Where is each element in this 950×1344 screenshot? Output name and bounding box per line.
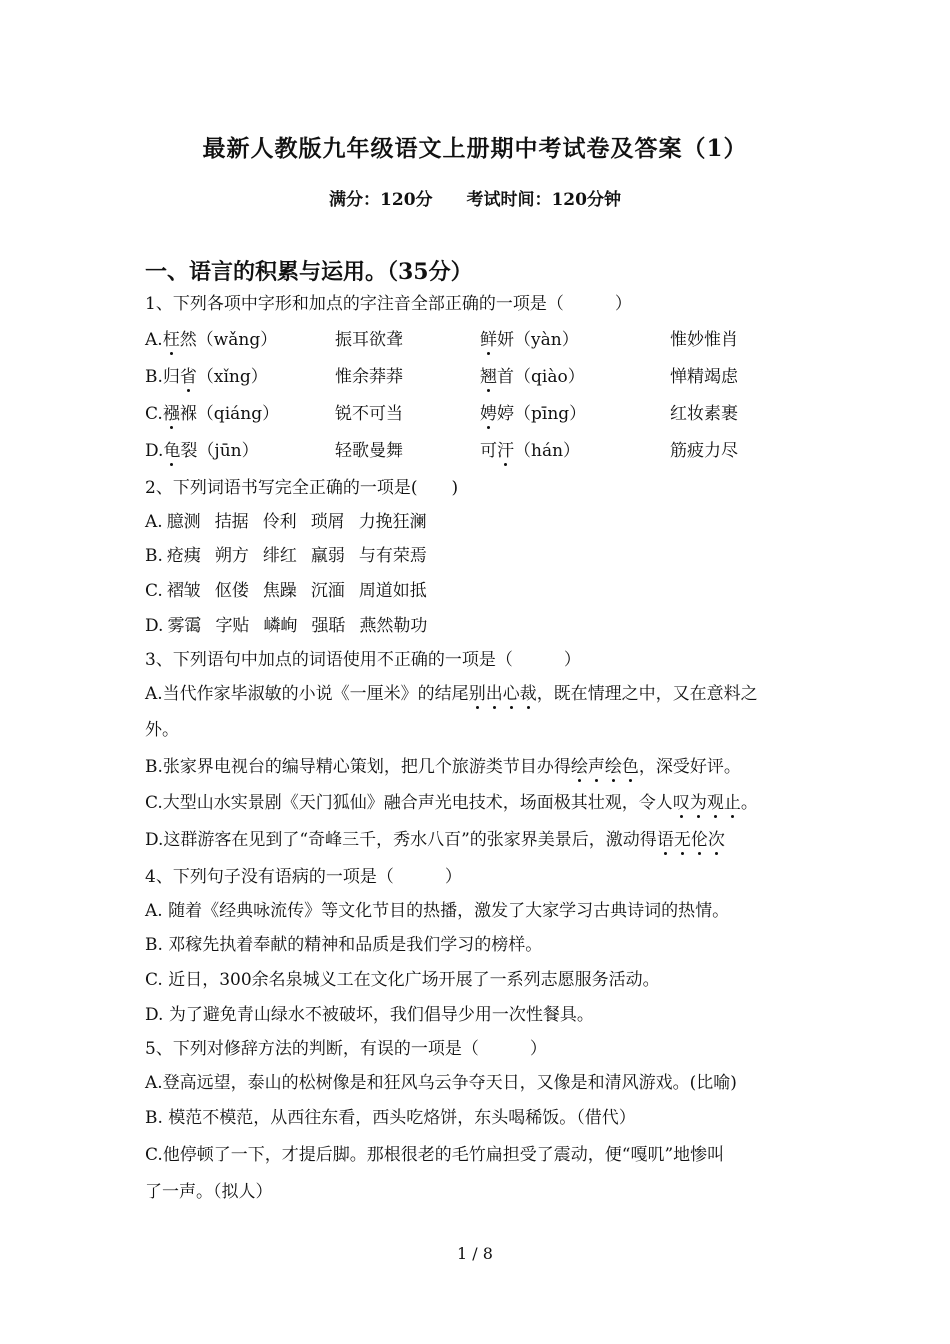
q5-stem: 5、下列对修辞方法的判断，有误的一项是（ ） xyxy=(145,1039,547,1059)
q2-option-d: D. 雾霭 字贴 嶙峋 强聒 燕然勒功 xyxy=(145,616,428,636)
q3-option-a: A.当代作家毕淑敏的小说《一厘米》的结尾别出心裁，既在情理之中，又在意料之 xyxy=(145,684,758,704)
q3-b-dotted xyxy=(571,757,639,777)
q2-option-b: B. 疮痍 朔方 绯红 羸弱 与有荣焉 xyxy=(145,546,427,566)
full-score: 满分：120分 xyxy=(329,190,433,210)
q4-option-c: C. 近日，300余名泉城义工在文化广场开展了一系列志愿服务活动。 xyxy=(145,970,660,990)
page-title: 最新人教版九年级语文上册期中考试卷及答案（1） xyxy=(202,135,748,162)
q4-option-b: B. 邓稼先执着奉献的精神和品质是我们学习的榜样。 xyxy=(145,935,543,955)
dotted-char: 绘 xyxy=(604,757,622,777)
q3-option-d: D.这群游客在见到了“奇峰三千，秀水八百”的张家界美景后，激动得语无伦次 xyxy=(145,830,725,850)
dotted-char: 色 xyxy=(621,757,639,777)
q5-option-c-cont: 了一声。（拟人） xyxy=(145,1182,273,1202)
exam-info xyxy=(0,185,950,210)
q1-stem: 1、下列各项中字形和加点的字注音全部正确的一项是（ ） xyxy=(145,294,632,314)
section-heading: 一、语言的积累与运用。（35分） xyxy=(145,259,473,285)
dotted-char: 观 xyxy=(706,793,724,813)
q3-d-dotted xyxy=(657,830,725,850)
dotted-char: 声 xyxy=(587,757,605,777)
q4-option-d: D. 为了避免青山绿水不被破坏，我们倡导少用一次性餐具。 xyxy=(145,1005,594,1025)
q5-option-b: B. 模范不模范，从西往东看，西头吃烙饼，东头喝稀饭。（借代） xyxy=(145,1108,636,1128)
q2-stem: 2、下列词语书写完全正确的一项是( ) xyxy=(145,478,459,498)
dotted-char: 止 xyxy=(723,793,741,813)
dotted-char: 语 xyxy=(656,830,674,850)
dotted-char: 出 xyxy=(485,684,503,704)
dotted-char: 次 xyxy=(707,830,725,850)
dotted-char: 心 xyxy=(502,684,520,704)
q3-stem: 3、下列语句中加点的词语使用不正确的一项是（ ） xyxy=(145,650,581,670)
exam-time: 考试时间：120分钟 xyxy=(466,190,621,210)
q3-option-b: B.张家界电视台的编导精心策划，把几个旅游类节目办得绘声绘色，深受好评。 xyxy=(145,757,741,777)
q2-option-c: C. 褶皱 伛偻 焦躁 沉湎 周道如抵 xyxy=(145,581,427,601)
q1-option-a: A.枉然（wǎng） 振耳欲聋 鲜妍（yàn） 惟妙惟肖 xyxy=(145,330,738,350)
q4-option-a: A. 随着《经典咏流传》等文化节目的热播，激发了大家学习古典诗词的热情。 xyxy=(145,901,730,921)
q3-option-a-cont: 外。 xyxy=(145,720,179,740)
q1-option-b: B.归省（xǐng） 惟余莽莽 翘首（qiào） 惮精竭虑 xyxy=(145,367,738,387)
dotted-char: 别 xyxy=(468,684,486,704)
dotted-char: 伦 xyxy=(690,830,708,850)
q5-option-c: C.他停顿了一下，才提后脚。那根很老的毛竹扁担受了震动，便“嘎叽”地惨叫 xyxy=(145,1145,725,1165)
q1-option-d: D.龟裂（jūn） 轻歌曼舞 可汗（hán） 筋疲力尽 xyxy=(145,441,738,461)
q2-option-a: A. 臆测 拮据 伶利 琐屑 力挽狂澜 xyxy=(145,512,427,532)
page-number: 1 / 8 xyxy=(457,1244,493,1263)
dotted-char: 绘 xyxy=(570,757,588,777)
q1-option-c: C.襁褓（qiáng） 锐不可当 娉婷（pīng） 红妆素裹 xyxy=(145,404,738,424)
dotted-char: 叹 xyxy=(672,793,690,813)
q3-c-dotted xyxy=(673,793,741,813)
q5-option-a: A.登高远望，泰山的松树像是和狂风乌云争夺天日，又像是和清风游戏。(比喻) xyxy=(145,1073,737,1093)
dotted-char: 裁 xyxy=(519,684,537,704)
q3-option-c: C.大型山水实景剧《天门狐仙》融合声光电技术，场面极其壮观，令人叹为观止。 xyxy=(145,793,758,813)
q3-a-dotted xyxy=(469,684,537,704)
dotted-char: 为 xyxy=(689,793,707,813)
q4-stem: 4、下列句子没有语病的一项是（ ） xyxy=(145,867,462,887)
dotted-char: 无 xyxy=(673,830,691,850)
